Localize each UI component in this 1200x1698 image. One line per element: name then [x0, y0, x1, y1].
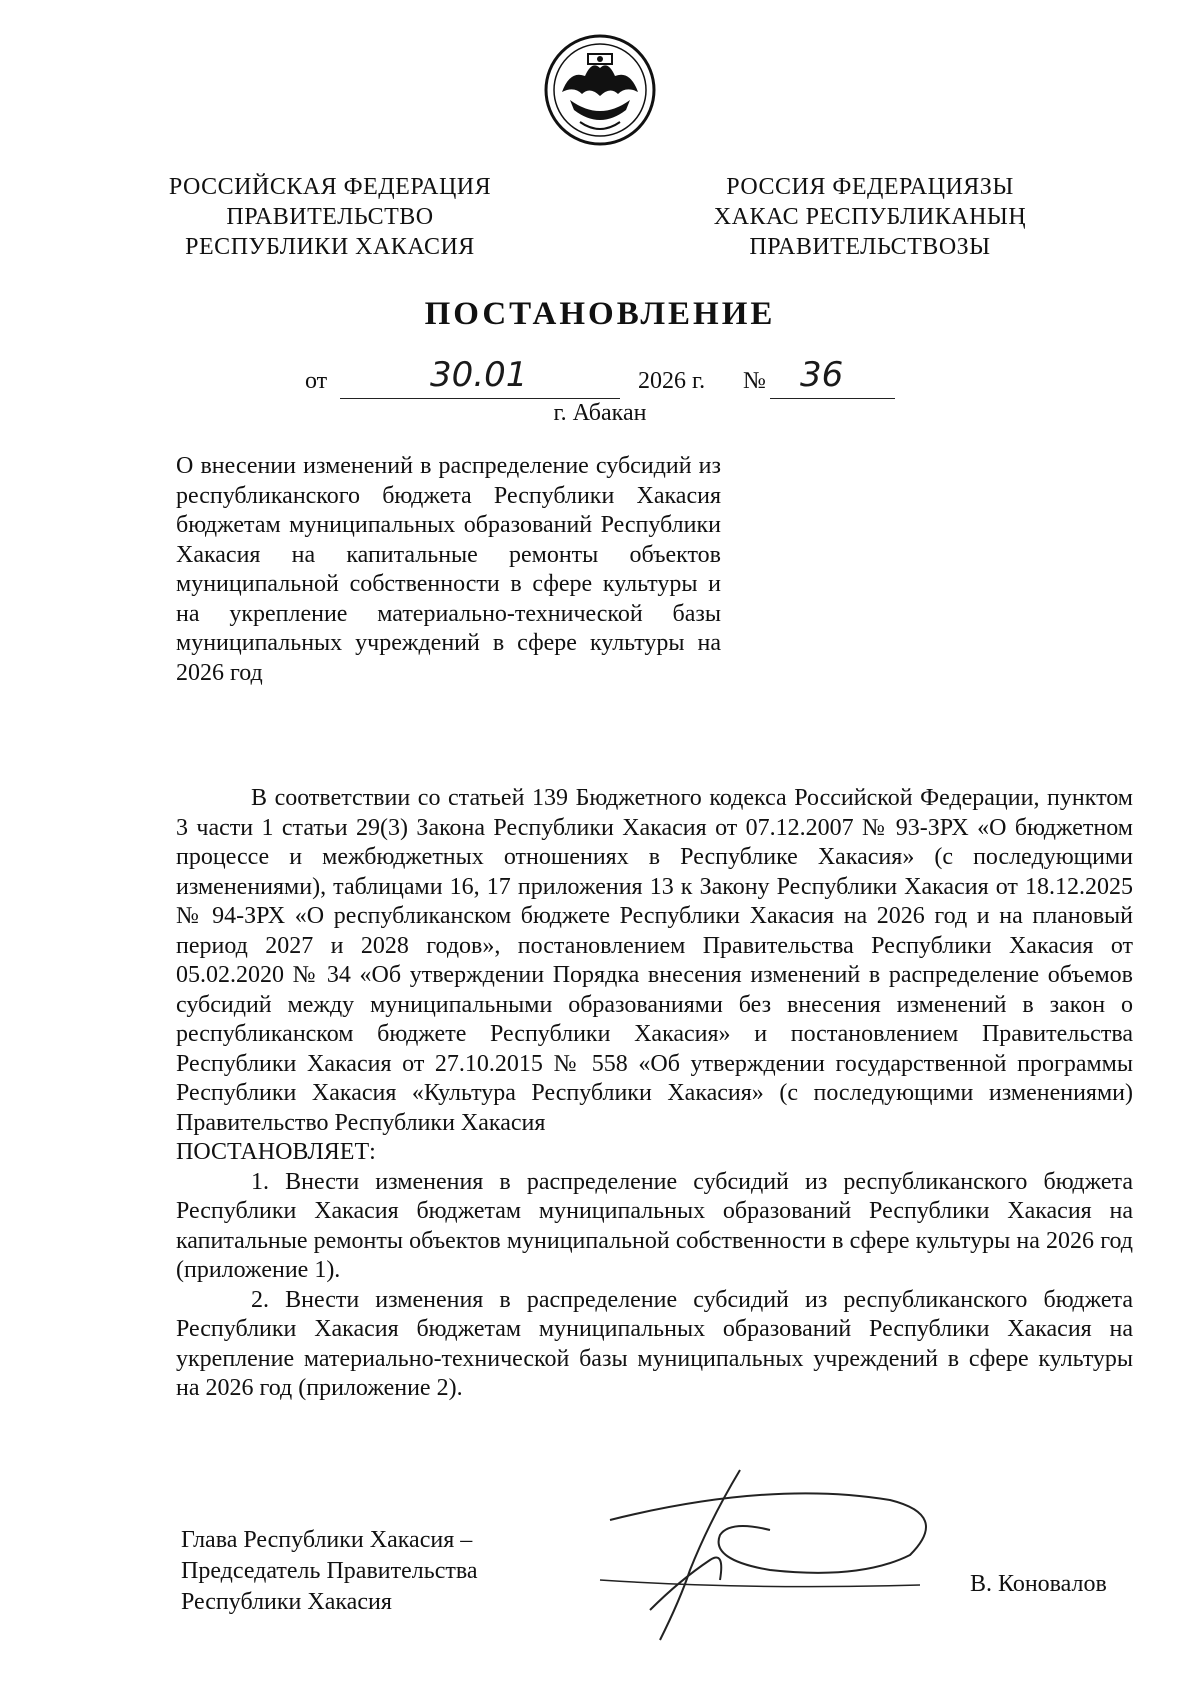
- header-left-line-2: ПРАВИТЕЛЬСТВО: [226, 204, 434, 230]
- header-right-line-1: РОССИЯ ФЕДЕРАЦИЯЗЫ: [726, 174, 1014, 200]
- signatory-position: [181, 1525, 478, 1618]
- signatory-name: В. Коновалов: [970, 1571, 1107, 1597]
- decree-word: ПОСТАНОВЛЯЕТ:: [176, 1139, 376, 1165]
- signatory-position-line-2: Председатель Правительства: [181, 1558, 478, 1584]
- number-label: №: [743, 368, 766, 394]
- item-1-paragraph: 1. Внести изменения в распределение субсидий из республиканского бюджета Республики Хакасия бюджетам муниципальных образований Республики Хакасия на капитальные ремонты объектов муниципальной собственности в сфере культуры на 2026 год (приложение 1).: [176, 1168, 1133, 1283]
- item-2-paragraph: 2. Внести изменения в распределение субсидий из республиканского бюджета Республики Хакасия бюджетам муниципальных образований Республики Хакасия на укрепление материально-технической базы муниципальных учреждений в сфере культуры на 2026 год (приложение 2).: [176, 1286, 1133, 1401]
- date-year-label: 2026 г.: [638, 368, 706, 394]
- city: г. Абакан: [553, 400, 647, 426]
- number-handwritten: 36: [800, 355, 844, 395]
- header-right-line-2: ХАКАС РЕСПУБЛИКАНЫҢ: [713, 204, 1027, 230]
- header-right: [690, 172, 1050, 262]
- date-handwritten: 30.01: [430, 355, 528, 395]
- header-right-line-3: ПРАВИТЕЛЬСТВОЗЫ: [749, 234, 991, 260]
- document-title: ПОСТАНОВЛЕНИЕ: [424, 296, 776, 332]
- date-from-label: от: [305, 368, 328, 394]
- coat-of-arms-emblem: [540, 30, 660, 150]
- header-left-line-3: РЕСПУБЛИКИ ХАКАСИЯ: [185, 234, 475, 260]
- signatory-position-line-3: Республики Хакасия: [181, 1589, 392, 1615]
- document-subject: О внесении изменений в распределение субсидий из республиканского бюджета Республики Хакасия бюджетам муниципальных образований Республики Хакасия на капитальные ремонты объектов муниципальной собственности в сфере культуры и на укрепление материально-технической базы муниципальных учреждений в сфере культуры на 2026 год: [176, 453, 721, 686]
- document-body: [176, 784, 1133, 1404]
- handwritten-signature: [590, 1460, 990, 1650]
- header-left-line-1: РОССИЙСКАЯ ФЕДЕРАЦИЯ: [168, 174, 492, 200]
- preamble-paragraph: В соответствии со статьей 139 Бюджетного кодекса Российской Федерации, пунктом 3 части 1 статьи 29(3) Закона Республики Хакасия от 07.12.2007 № 93-ЗРХ «О бюджетном процессе и межбюджетных отношениях в Республике Хакасия» (с последующими изменениями), таблицами 16, 17 приложения 13 к Закону Республики Хакасия от 18.12.2025 № 94-ЗРХ «О республиканском бюджете Республики Хакасия на 2026 год и на плановый период 2027 и 2028 годов», постановлением Правительства Республики Хакасия от 05.02.2020 № 34 «Об утверждении Порядка внесения изменений в распределение объемов субсидий между муниципальными образованиями без внесения изменений в закон о республиканском бюджете Республики Хакасия» и постановлением Правительства Республики Хакасия от 27.10.2015 № 558 «Об утверждении государственной программы Республики Хакасия «Культура Республики Хакасия» (с последующими изменениями) Правительство Республики Хакасия: [176, 785, 1133, 1136]
- signatory-position-line-1: Глава Республики Хакасия –: [181, 1527, 473, 1553]
- header-left: [150, 172, 510, 262]
